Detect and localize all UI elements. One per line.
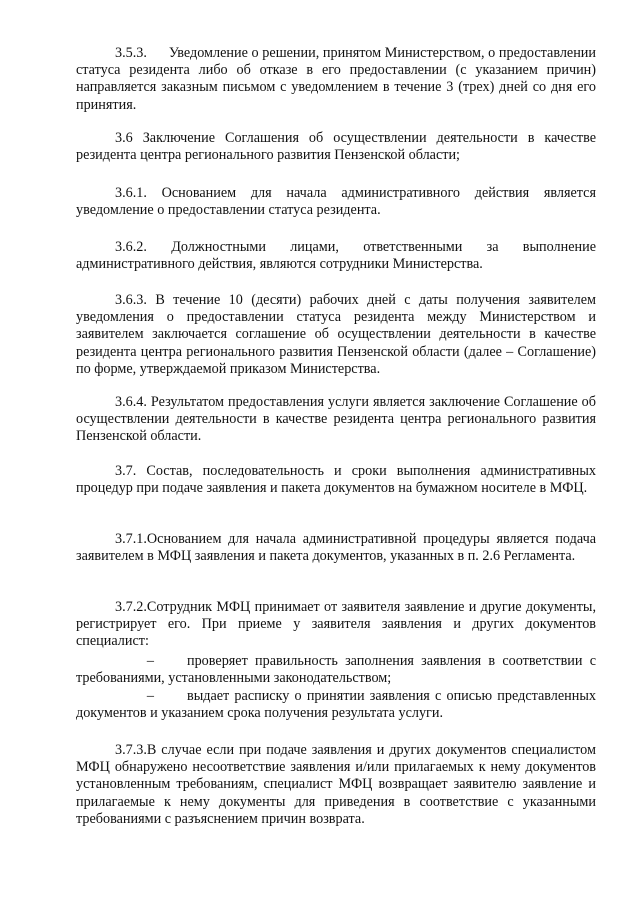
paragraph-3-5-3: 3.5.3. Уведомление о решении, принятом Министерством, о предоставлении статуса резидента либо об отказе в его предоставлении (с указанием причин) направляется заказным письмом с уведомлением в течение 3 (трех) дней со дня его принятия. — [76, 45, 596, 113]
list-item-issue-receipt — [76, 688, 596, 722]
list-item-text: выдает расписку о принятии заявления с описью представленных документов и указанием срока получения результата услуги. — [76, 688, 596, 722]
paragraph-3-6-4: 3.6.4. Результатом предоставления услуги является заключение Соглашение об осуществлении деятельности в качестве резидента центра регионального развития Пензенской области. — [76, 394, 596, 445]
paragraph-3-6-1: 3.6.1. Основанием для начала административного действия является уведомление о предоставлении статуса резидента. — [76, 185, 596, 219]
list-item-check-application — [76, 653, 596, 687]
paragraph-3-6-2: 3.6.2. Должностными лицами, ответственными за выполнение административного действия, являются сотрудники Министерства. — [76, 239, 596, 273]
paragraph-3-7: 3.7. Состав, последовательность и сроки выполнения административных процедур при подаче заявления и пакета документов на бумажном носителе в МФЦ. — [76, 463, 596, 497]
paragraph-3-7-3: 3.7.3.В случае если при подаче заявления и других документов специалистом МФЦ обнаружено несоответствие заявления и/или прилагаемых к нему документов установленным требованиям, специалист МФЦ возвращает заявителю заявление и прилагаемые к нему документы для приведения в соответствие с указанными требованиями с разъяснением причин возврата. — [76, 742, 596, 827]
paragraph-3-7-2: 3.7.2.Сотрудник МФЦ принимает от заявителя заявление и другие документы, регистрирует его. При приеме у заявителя заявления и других документов специалист: — [76, 599, 596, 650]
paragraph-3-6: 3.6 Заключение Соглашения об осуществлении деятельности в качестве резидента центра регионального развития Пензенской области; — [76, 130, 596, 164]
paragraph-3-6-3: 3.6.3. В течение 10 (десяти) рабочих дней с даты получения заявителем уведомления о предоставлении статуса резидента между Министерством и заявителем заключается соглашение об осуществлении деятельности в качестве резидента центра регионального развития Пензенской области (далее – Соглашение) по форме, утверждаемой приказом Министерства. — [76, 292, 596, 377]
dash-marker: – — [146, 653, 154, 669]
paragraph-3-7-1: 3.7.1.Основанием для начала административной процедуры является подача заявителем в МФЦ заявления и пакета документов, указанных в п. 2.6 Регламента. — [76, 531, 596, 565]
dash-marker: – — [146, 688, 154, 704]
list-item-text: проверяет правильность заполнения заявления в соответствии с требованиями, установленными законодательством; — [76, 653, 596, 687]
